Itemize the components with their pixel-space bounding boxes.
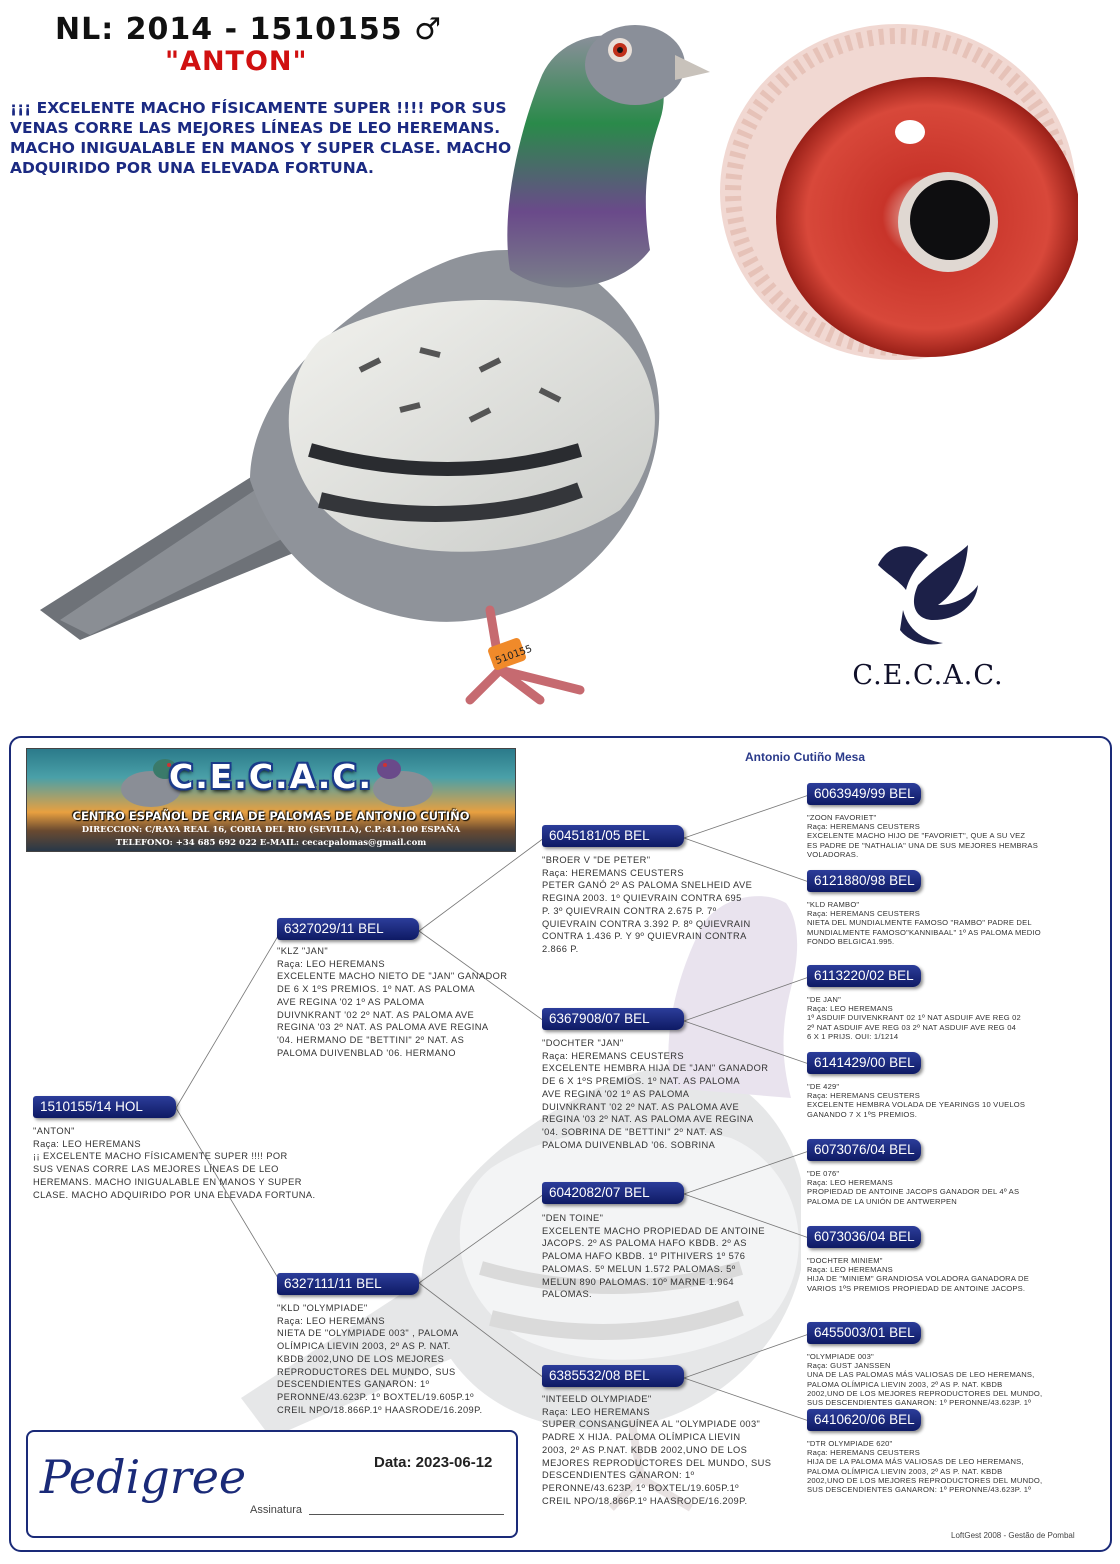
info-line: DESCENDIENTES GANARON: 1º bbox=[277, 1379, 430, 1390]
info-line: CLASE. MACHO ADQUIRIDO POR UNA ELEVADA FORTUNA. bbox=[33, 1189, 316, 1200]
maternal-grandmother-info bbox=[542, 1393, 782, 1507]
ring-badge-paternal-grandfather[interactable]: 6045181/05 BEL bbox=[542, 825, 684, 847]
ring-badge-father[interactable]: 6327029/11 BEL bbox=[277, 918, 419, 940]
cecac-banner bbox=[26, 748, 516, 852]
info-line: UNA DE LAS PALOMAS MÁS VALIOSAS DE LEO HEREMANS, bbox=[807, 1370, 1035, 1380]
info-line: HEREMANS. MACHO INIGUALABLE EN MANOS Y SUPER bbox=[33, 1176, 302, 1187]
ring-badge-subject[interactable]: 1510155/14 HOL bbox=[33, 1096, 176, 1118]
info-line: DESCENDIENTES GANARON: 1º bbox=[542, 1470, 695, 1481]
signature-line[interactable] bbox=[250, 1504, 504, 1516]
info-line: "KLD "OLYMPIADE" bbox=[277, 1303, 368, 1313]
info-line: EXCELENTE HEMBRA HIJA DE "JAN" GANADOR bbox=[542, 1063, 769, 1074]
info-line: PALOMAS. bbox=[542, 1289, 593, 1300]
info-line: Raça: LEO HEREMANS bbox=[807, 1178, 893, 1188]
info-line: 1º ASDUIF DUIVENKRANT 02 1º NAT ASDUIF AVE REG 02 bbox=[807, 1013, 1021, 1023]
mother-info bbox=[277, 1302, 517, 1416]
info-line: PERONNE/43.623P. 1º BOXTEL/19.605P.1º bbox=[542, 1482, 739, 1493]
info-line: QUIEVRAIN CONTRA 3.392 P. 8º QUIEVRAIN bbox=[542, 918, 751, 929]
ring-badge-mfm[interactable]: 6073036/04 BEL bbox=[807, 1226, 921, 1248]
info-line: Raça: LEO HEREMANS bbox=[542, 1406, 650, 1417]
info-line: "KLD RAMBO" bbox=[807, 900, 860, 909]
info-line: Raça: LEO HEREMANS bbox=[277, 1315, 385, 1326]
info-line: MUNDIALMENTE FAMOSO"KANNIBAAL" 1º AS PALOMA MEDIO bbox=[807, 927, 1041, 937]
ring-badge-fmf[interactable]: 6113220/02 BEL bbox=[807, 965, 921, 987]
info-line: CREIL NPO/18.866P.1º HAASRODE/16.209P. bbox=[542, 1495, 748, 1506]
logo-text: C.E.C.A.C. bbox=[852, 660, 1004, 691]
paternal-grandmother-info bbox=[542, 1037, 782, 1151]
info-line: "KLZ "JAN" bbox=[277, 946, 329, 956]
subject-info bbox=[33, 1125, 358, 1201]
info-line: Raça: LEO HEREMANS bbox=[807, 1004, 893, 1014]
info-line: Raça: HEREMANS CEUSTERS bbox=[807, 1091, 921, 1101]
dove-logo-icon bbox=[848, 535, 1008, 655]
info-line: PADRE X HIJA. PALOMA OLÍMPICA LIEVIN bbox=[542, 1432, 741, 1443]
ffm-info bbox=[807, 900, 1092, 946]
bird-name: "ANTON" bbox=[165, 46, 308, 77]
paternal-grandfather-info bbox=[542, 854, 782, 956]
info-line: REGINA '03 2º NAT. AS PALOMA AVE REGINA bbox=[542, 1114, 754, 1125]
info-line: CONTRA 1.436 P. Y 9º QUIEVRAIN CONTRA bbox=[542, 931, 747, 942]
ring-badge-fmm[interactable]: 6141429/00 BEL bbox=[807, 1052, 921, 1074]
fmf-info bbox=[807, 995, 1092, 1041]
info-line: ¡¡ EXCELENTE MACHO FÍSICAMENTE SUPER !!!! POR bbox=[33, 1151, 288, 1162]
info-line: "INTEELD OLYMPIADE" bbox=[542, 1394, 652, 1404]
info-line: AVE REGINA '02 1º AS PALOMA bbox=[542, 1088, 690, 1099]
info-line: 2002,UNO DE LOS MEJORES REPRODUCTORES DEL MUNDO, bbox=[807, 1475, 1043, 1485]
info-line: DE 6 X 1ºS PREMIOS. 1º NAT. AS PALOMA bbox=[277, 984, 475, 995]
info-line: REPRODUCTORES DEL MUNDO, SUS bbox=[277, 1366, 456, 1377]
info-line: SUS DESCENDIENTES GANARON: 1º PERONNE/43.623P. 1º bbox=[807, 1398, 1032, 1408]
mff-info bbox=[807, 1169, 1092, 1206]
info-line: DUIVNKRANT '02 2º NAT. AS PALOMA AVE bbox=[542, 1101, 740, 1112]
date-label: Data: 2023-06-12 bbox=[374, 1454, 493, 1471]
ring-badge-fff[interactable]: 6063949/99 BEL bbox=[807, 783, 921, 805]
info-line: AVE REGINA '02 1º AS PALOMA bbox=[277, 996, 425, 1007]
info-line: PALOMA OLÍMPICA LIEVIN 2003, 2º AS P. NAT. KBDB bbox=[807, 1379, 1003, 1389]
info-line: DUIVNKRANT '02 2º NAT. AS PALOMA AVE bbox=[277, 1009, 475, 1020]
info-line: "ANTON" bbox=[33, 1126, 75, 1136]
leg-ring-label: 510155 bbox=[494, 643, 534, 667]
info-line: Raça: HEREMANS CEUSTERS bbox=[807, 909, 921, 919]
info-line: Raça: LEO HEREMANS bbox=[807, 1265, 893, 1275]
info-line: PALOMAS. 5º MELUN 1.572 PALOMAS. 5º bbox=[542, 1263, 736, 1274]
info-line: "BROER V "DE PETER" bbox=[542, 855, 651, 865]
banner-address: DIRECCION: C/RAYA REAL 16, CORIA DEL RIO (SEVILLA), C.P.:41.100 ESPAÑA bbox=[81, 825, 461, 835]
info-line: "ZOON FAVORIET" bbox=[807, 813, 877, 822]
headline-text: ¡¡¡ EXCELENTE MACHO FÍSICAMENTE SUPER !!!! POR SUS VENAS CORRE LAS MEJORES LÍNEAS DE LEO HEREMANS. MACHO INIGUALABLE EN MANOS Y SUPER CLASE. MACHO ADQUIRIDO POR UNA ELEVADA FORTUNA. bbox=[10, 99, 512, 177]
info-line: "DTR OLYMPIADE 620" bbox=[807, 1439, 893, 1448]
owner-name: Antonio Cutiño Mesa bbox=[745, 750, 865, 764]
info-line: EXCELENTE MACHO PROPIEDAD DE ANTOINE bbox=[542, 1225, 765, 1236]
info-line: ES PADRE DE "NATHALIA" UNA DE SUS MEJORES HEMBRAS bbox=[807, 840, 1038, 850]
info-line: VARIOS 1ºS PREMIOS PROPIEDAD DE ANTOINE JACOPS. bbox=[807, 1283, 1026, 1293]
eye-photo bbox=[718, 22, 1078, 362]
fff-info bbox=[807, 813, 1092, 859]
mmf-info bbox=[807, 1352, 1092, 1407]
info-line: HIJA DE "MINIEM" GRANDIOSA VOLADORA GANADORA DE bbox=[807, 1274, 1029, 1284]
info-line: REGINA 2003. 1º QUIEVRAIN CONTRA 695 bbox=[542, 893, 742, 904]
info-line: FONDO BELGICA1.995. bbox=[807, 936, 895, 946]
info-line: PALOMA HAFO KBDB. 1º PITHIVERS 1º 576 bbox=[542, 1251, 746, 1262]
info-line: CREIL NPO/18.866P.1º HAASRODE/16.209P. bbox=[277, 1404, 483, 1415]
info-line: MELUN 890 PALOMAS. 10º MARNE 1.964 bbox=[542, 1276, 734, 1287]
info-line: OLÍMPICA LIEVIN 2003, 2º AS P. NAT. bbox=[277, 1341, 451, 1352]
info-line: REGINA '03 2º NAT. AS PALOMA AVE REGINA bbox=[277, 1022, 489, 1033]
info-line: PALOMA DUIVENBLAD '06. HERMANO bbox=[277, 1047, 456, 1058]
info-line: SUS DESCENDIENTES GANARON: 1º PERONNE/43.623P. 1º bbox=[807, 1485, 1032, 1495]
info-line: 2º NAT ASDUIF AVE REG 03 2º NAT ASDUIF AVE REG 04 bbox=[807, 1022, 1017, 1032]
info-line: '04. SOBRINA DE "BETTINI" 2º NAT. AS bbox=[542, 1126, 723, 1137]
cecac-logo bbox=[848, 535, 1008, 705]
ring-title: NL: 2014 - 1510155 ♂ bbox=[55, 12, 442, 47]
info-line: MEJORES REPRODUCTORES DEL MUNDO, SUS bbox=[542, 1457, 772, 1468]
mfm-info bbox=[807, 1256, 1092, 1293]
info-line: SUS VENAS CORRE LAS MEJORES LÍNEAS DE LEO bbox=[33, 1164, 279, 1175]
info-line: HIJA DE LA PALOMA MÁS VALIOSAS DE LEO HEREMANS, bbox=[807, 1457, 1024, 1467]
signature-rule bbox=[309, 1514, 504, 1515]
info-line: EXCELENTE HEMBRA VOLADA DE YEARINGS 10 VUELOS bbox=[807, 1100, 1026, 1110]
info-line: Raça: HEREMANS CEUSTERS bbox=[807, 822, 921, 832]
info-line: KBDB 2002,UNO DE LOS MEJORES bbox=[277, 1353, 445, 1364]
info-line: "DOCHTER MINIEM" bbox=[807, 1256, 883, 1265]
info-line: JACOPS. 2º AS PALOMA HAFO KBDB. 2º AS bbox=[542, 1238, 747, 1249]
info-line: "DEN TOINE" bbox=[542, 1213, 604, 1223]
info-line: EXCELENTE MACHO NIETO DE "JAN" GANADOR bbox=[277, 971, 508, 982]
father-info bbox=[277, 945, 517, 1059]
info-line: VOLADORAS. bbox=[807, 849, 859, 859]
info-line: 2003, 2º AS P.NAT. KBDB 2002,UNO DE LOS bbox=[542, 1444, 748, 1455]
info-line: NIETA DE "OLYMPIADE 003" , PALOMA bbox=[277, 1328, 459, 1339]
info-line: PALOMA OLÍMPICA LIEVIN 2003, 2º AS P. NAT. KBDB bbox=[807, 1466, 1003, 1476]
info-line: '04. HERMANO DE "BETTINI" 2º NAT. AS bbox=[277, 1034, 465, 1045]
ring-badge-mmf[interactable]: 6455003/01 BEL bbox=[807, 1322, 921, 1344]
info-line: "DOCHTER "JAN" bbox=[542, 1038, 624, 1048]
info-line: "OLYMPIADE 003" bbox=[807, 1352, 874, 1361]
info-line: Raça: LEO HEREMANS bbox=[33, 1138, 141, 1149]
ring-badge-maternal-grandmother[interactable]: 6385532/08 BEL bbox=[542, 1365, 684, 1387]
info-line: Raça: LEO HEREMANS bbox=[277, 958, 385, 969]
info-line: Raça: HEREMANS CEUSTERS bbox=[542, 1050, 684, 1061]
info-line: 2002,UNO DE LOS MEJORES REPRODUCTORES DEL MUNDO, bbox=[807, 1388, 1043, 1398]
footer-credit: LoftGest 2008 - Gestão de Pombal bbox=[951, 1531, 1075, 1540]
banner-phone: TELEFONO: +34 685 692 022 E-MAIL: cecacpalomas@gmail.com bbox=[115, 838, 427, 848]
info-line: "DE 076" bbox=[807, 1169, 840, 1178]
info-line: PROPIEDAD DE ANTOINE JACOPS GANADOR DEL 4º AS bbox=[807, 1187, 1020, 1197]
ring-badge-mmm[interactable]: 6410620/06 BEL bbox=[807, 1409, 921, 1431]
info-line: P. 3º QUIEVRAIN CONTRA 2.675 P. 7º bbox=[542, 905, 717, 916]
fmm-info bbox=[807, 1082, 1092, 1119]
info-line: GANANDO 7 X 1ºS PREMIOS. bbox=[807, 1109, 918, 1119]
info-line: "DE JAN" bbox=[807, 995, 841, 1004]
info-line: Raça: HEREMANS CEUSTERS bbox=[807, 1448, 921, 1458]
ring-badge-mff[interactable]: 6073076/04 BEL bbox=[807, 1139, 921, 1161]
info-line: Raça: GUST JANSSEN bbox=[807, 1361, 891, 1371]
info-line: PALOMA DE LA UNIÓN DE ANTWERPEN bbox=[807, 1196, 957, 1206]
info-line: NIETA DEL MUNDIALMENTE FAMOSO "RAMBO" PADRE DEL bbox=[807, 918, 1032, 928]
info-line: EXCELENTE MACHO HIJO DE "FAVORIET", QUE A SU VEZ bbox=[807, 831, 1026, 841]
maternal-grandfather-info bbox=[542, 1212, 782, 1301]
info-line: SUPER CONSANGUÍNEA AL "OLYMPIADE 003" bbox=[542, 1419, 761, 1430]
info-line: PERONNE/43.623P. 1º BOXTEL/19.605P.1º bbox=[277, 1391, 474, 1402]
pedigree-sheet bbox=[9, 736, 1112, 1552]
poster-section bbox=[0, 0, 1120, 730]
mmm-info bbox=[807, 1439, 1092, 1494]
info-line: Raça: HEREMANS CEUSTERS bbox=[542, 867, 684, 878]
ring-badge-maternal-grandfather[interactable]: 6042082/07 BEL bbox=[542, 1182, 684, 1204]
info-line: 2.866 P. bbox=[542, 943, 579, 954]
ring-badge-mother[interactable]: 6327111/11 BEL bbox=[277, 1273, 419, 1295]
info-line: 6 X 1 PRIJS. OUI: 1/1214 bbox=[807, 1031, 899, 1041]
banner-subtitle: CENTRO ESPAÑOL DE CRIA DE PALOMAS DE ANTONIO CUTIÑO bbox=[72, 809, 470, 823]
ring-badge-paternal-grandmother[interactable]: 6367908/07 BEL bbox=[542, 1008, 684, 1030]
info-line: PETER GANÓ 2º AS PALOMA SNELHEID AVE bbox=[542, 880, 753, 891]
info-line: PALOMA DUIVENBLAD '06. SOBRINA bbox=[542, 1139, 716, 1150]
info-line: DE 6 X 1ºS PREMIOS. 1º NAT. AS PALOMA bbox=[542, 1076, 740, 1087]
pedigree-script-label: Pedigree bbox=[40, 1450, 247, 1504]
ring-badge-ffm[interactable]: 6121880/98 BEL bbox=[807, 870, 921, 892]
banner-title: C.E.C.A.C. bbox=[168, 757, 374, 796]
info-line: "DE 429" bbox=[807, 1082, 840, 1091]
signature-box bbox=[26, 1430, 518, 1538]
signature-label: Assinatura bbox=[250, 1504, 302, 1516]
